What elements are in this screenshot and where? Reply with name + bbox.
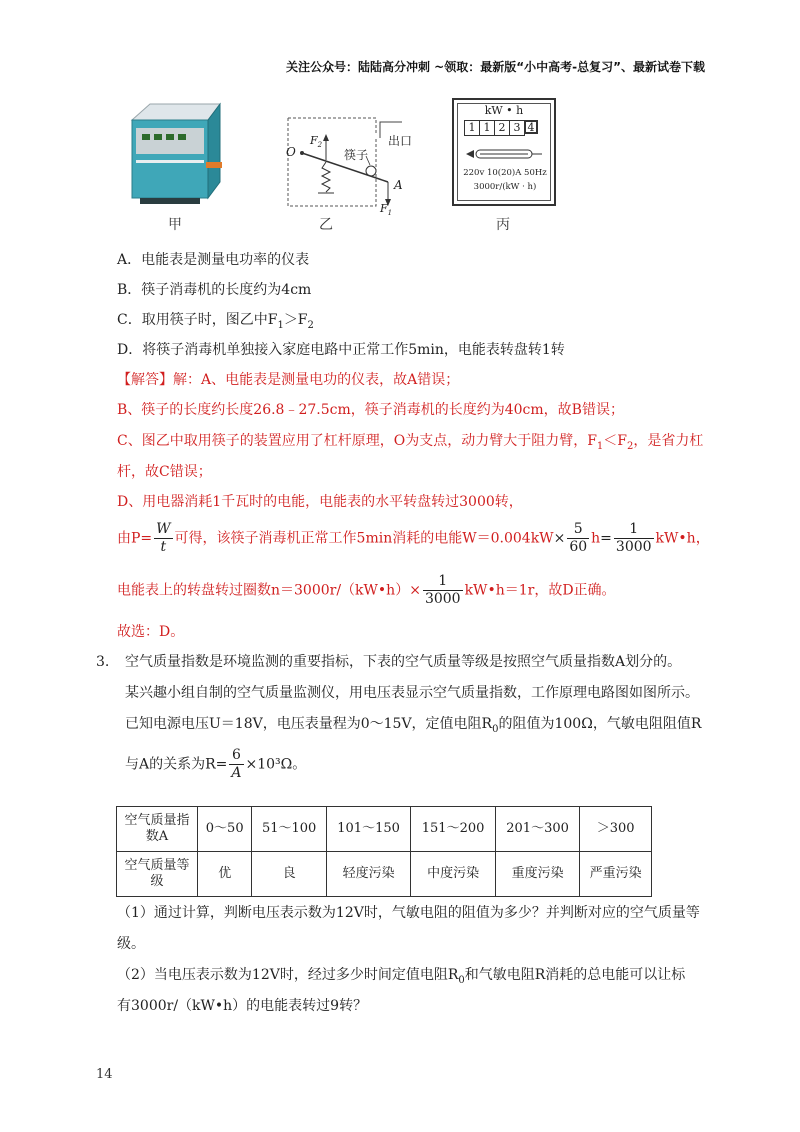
question-number: 3. xyxy=(96,654,110,670)
table-cell: 良 xyxy=(252,852,326,897)
option-a: A．电能表是测量电功率的仪表 xyxy=(117,252,310,268)
label-exit: 出口 xyxy=(388,134,413,148)
page-number: 14 xyxy=(96,1067,113,1082)
meter-digit: 2 xyxy=(495,120,510,136)
table-cell: 优 xyxy=(198,852,252,897)
table-cell: 空气质量指数A xyxy=(117,807,198,852)
sub-question-2-cont: 有3000r/（kW•h）的电能表转过9转？ xyxy=(117,998,368,1014)
answer-line-1: 【解答】解：A、电能表是测量电功的仪表，故A错误； xyxy=(117,372,460,388)
figure-yi xyxy=(282,98,422,238)
table-row xyxy=(117,852,652,897)
table-cell: 严重污染 xyxy=(580,852,652,897)
table-cell: 重度污染 xyxy=(495,852,580,897)
answer-conclusion: 故选：D。 xyxy=(117,624,185,640)
answer-line-7: 电能表上的转盘转过圈数n＝3000r/（kW•h）× $\frac{1}{3000}$ kW•h＝1r，故D正确。 xyxy=(117,573,616,607)
meter-digit: 1 xyxy=(464,120,480,136)
answer-line-4: 杆，故C错误； xyxy=(117,464,212,480)
table-cell: 51～100 xyxy=(252,807,326,852)
fraction-6-over-a: $\frac{6}{A}$ xyxy=(231,747,242,781)
q3-paragraph-2: 某兴趣小组自制的空气质量监测仪，用电压表显示空气质量指数，工作原理电路图如图所示。 xyxy=(125,685,699,701)
table-row xyxy=(117,807,652,852)
table-cell: 轻度污染 xyxy=(326,852,411,897)
q3-paragraph-3: 已知电源电压U＝18V，电压表量程为0～15V，定值电阻$R_0$的阻值为100Ω，气敏电阻阻值R xyxy=(125,716,702,735)
meter-digit: 1 xyxy=(480,120,495,136)
fraction-1-over-3000: $\frac{1}{3000}$ xyxy=(615,521,652,555)
answer-line-6: 由P= $\frac{W}{t}$ 可得，该筷子消毒机正常工作5min消耗的电能W＝0.004kW× $\frac{5}{60}$ h= $\frac{1}{3000}$ kW•h， xyxy=(117,521,710,555)
label-o: O xyxy=(286,145,296,159)
meter-digits xyxy=(464,120,538,136)
meter-digit-last: 4 xyxy=(524,120,538,134)
disinfection-machine-image xyxy=(120,98,230,210)
q3-paragraph-4: 与A的关系为R= $\frac{6}{A}$ ×10³Ω。 xyxy=(125,747,307,781)
page-header: 关注公众号：陆陆高分冲刺 ~领取：最新版“小中高考-总复习”、最新试卷下载 xyxy=(286,60,705,74)
meter-spec-2: 3000r/(kW · h) xyxy=(473,182,537,192)
option-b: B．筷子消毒机的长度约为4cm xyxy=(117,282,312,298)
fraction-5-over-60: $\frac{5}{60}$ xyxy=(569,521,588,555)
answer-line-3: C、图乙中取用筷子的装置应用了杠杆原理，O为支点，动力臂大于阻力臂，$F_1<F_2$，是省力杠 xyxy=(117,433,704,452)
figure-yi-caption: 乙 xyxy=(319,217,333,233)
table-cell: 201～300 xyxy=(495,807,580,852)
answer-line-5: D、用电器消耗1千瓦时的电能，电能表的水平转盘转过3000转， xyxy=(117,494,523,510)
label-a: A xyxy=(394,178,403,192)
label-chopsticks: 筷子 xyxy=(344,148,369,162)
meter-spec-1: 220v 10(20)A 50Hz xyxy=(463,168,547,178)
answer-line-2: B、筷子的长度约长度26.8﹣27.5cm，筷子消毒机的长度约为40cm，故B错误； xyxy=(117,402,624,418)
option-c: C．取用筷子时，图乙中$F_1>F_2$ xyxy=(117,312,314,331)
table-cell: 空气质量等级 xyxy=(117,852,198,897)
table-cell: ＞300 xyxy=(580,807,652,852)
q3-paragraph-1: 空气质量指数是环境监测的重要指标，下表的空气质量等级是按照空气质量指数A划分的。 xyxy=(125,654,682,670)
label-f2: $F_2$ xyxy=(310,134,323,150)
meter-digit: 3 xyxy=(510,120,525,136)
table-cell: 0～50 xyxy=(198,807,252,852)
figure-jia-caption: 甲 xyxy=(168,217,182,233)
air-quality-table xyxy=(116,806,652,897)
fraction-w-over-t: $\frac{W}{t}$ xyxy=(156,521,171,555)
answer-tag: 【解答】 xyxy=(117,372,173,388)
option-d: D．将筷子消毒机单独接入家庭电路中正常工作5min，电能表转盘转1转 xyxy=(117,342,565,358)
sub-question-1-cont: 级。 xyxy=(117,936,145,952)
sub-question-2: （2）当电压表示数为12V时，经过多少时间定值电阻$R_0$和气敏电阻R消耗的总电能可以让标 xyxy=(117,967,686,986)
label-f1: $F_1$ xyxy=(380,202,393,218)
fraction-1-over-3000-b: $\frac{1}{3000}$ xyxy=(424,573,461,607)
sub-question-1: （1）通过计算，判断电压表示数为12V时，气敏电阻的阻值为多少？并判断对应的空气质量等 xyxy=(117,905,700,921)
meter-disk-icon xyxy=(464,146,544,162)
figure-bing-caption: 丙 xyxy=(496,217,510,233)
table-cell: 151～200 xyxy=(411,807,496,852)
table-cell: 101～150 xyxy=(326,807,411,852)
meter-unit: kW • h xyxy=(484,104,524,117)
table-cell: 中度污染 xyxy=(411,852,496,897)
